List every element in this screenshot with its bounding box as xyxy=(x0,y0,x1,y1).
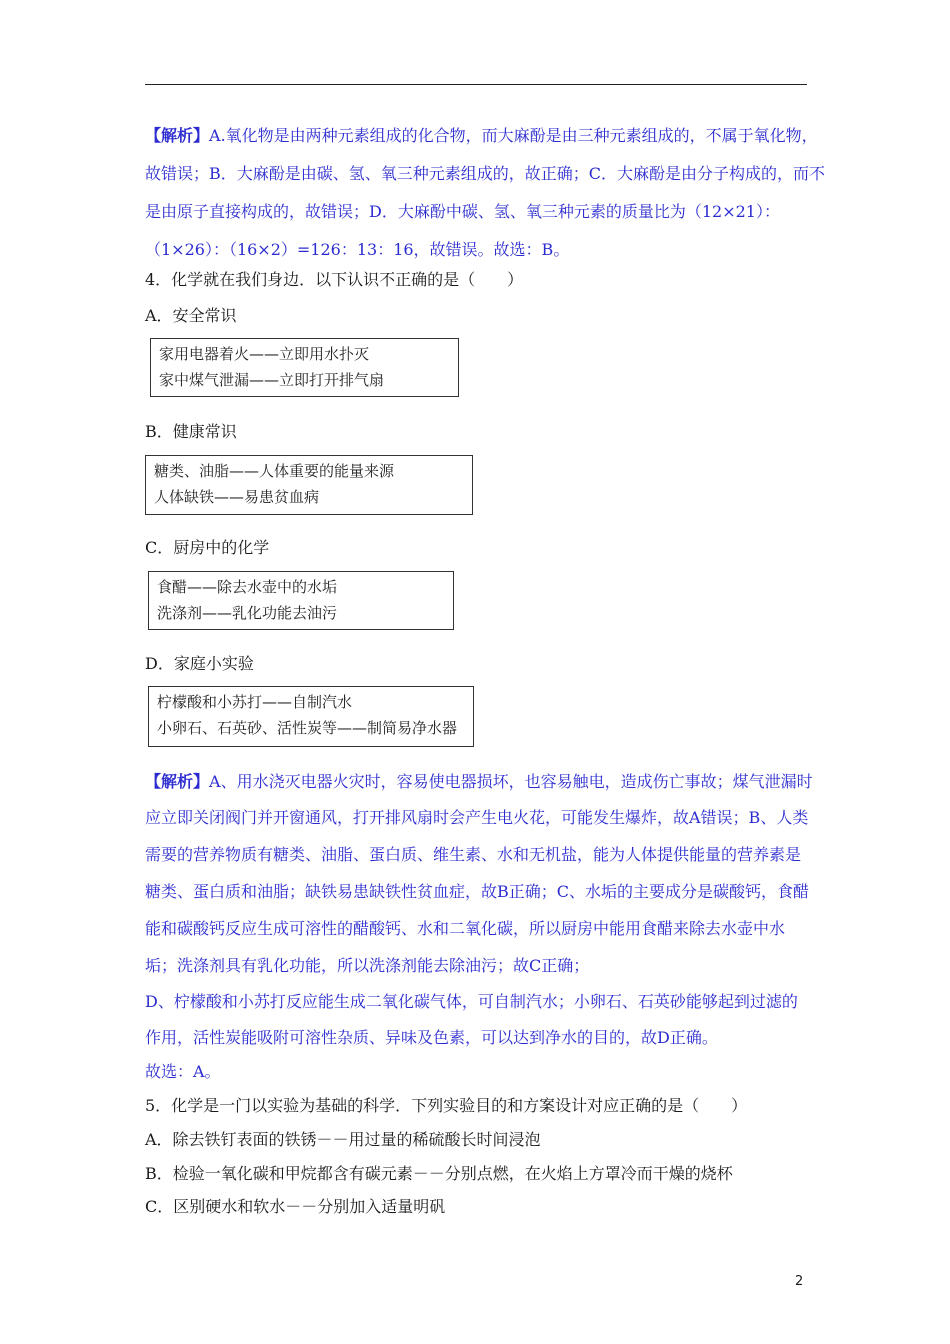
q4-option-a-box-line: 家中煤气泄漏——立即打开排气扇 xyxy=(159,371,385,389)
question-4-stem: 4．化学就在我们身边．以下认识不正确的是（ ） xyxy=(145,270,524,289)
explanation-1-line-3: 是由原子直接构成的，故错误；D．大麻酚中碳、氢、氧三种元素的质量比为（12×21）： xyxy=(145,202,780,221)
explanation-1-line-4: （1×26）：（16×2）=126：13：16，故错误。故选：B。 xyxy=(145,240,570,259)
explanation-2-answer: 故选：A。 xyxy=(145,1062,221,1081)
explanation-tag: 【解析】 xyxy=(145,772,210,791)
question-5-stem: 5．化学是一门以实验为基础的科学．下列实验目的和方案设计对应正确的是（ ） xyxy=(145,1096,748,1115)
explanation-2-line-6: 垢；洗涤剂具有乳化功能，所以洗涤剂能去除油污；故C正确； xyxy=(145,956,590,975)
q4-option-b-box-line: 人体缺铁——易患贫血病 xyxy=(154,488,320,506)
explanation-2-line-3: 需要的营养物质有糖类、油脂、蛋白质、维生素、水和无机盐，能为人体提供能量的营养素是 xyxy=(145,845,802,864)
explanation-tag: 【解析】 xyxy=(145,126,210,145)
explanation-2-line-7: D、柠檬酸和小苏打反应能生成二氧化碳气体，可自制汽水；小卵石、石英砂能够起到过滤的 xyxy=(145,992,798,1011)
q4-option-b-box-line: 糖类、油脂——人体重要的能量来源 xyxy=(154,462,395,480)
explanation-1-line-1: 【解析】A.氧化物是由两种元素组成的化合物，而大麻酚是由三种元素组成的，不属于氧化物， xyxy=(145,126,818,145)
q5-option-a: A．除去铁钉表面的铁锈－－用过量的稀硫酸长时间浸泡 xyxy=(145,1130,541,1149)
explanation-2-line-2: 应立即关闭阀门并开窗通风，打开排风扇时会产生电火花，可能发生爆炸，故A错误；B、人类 xyxy=(145,808,809,827)
q4-option-b-label: B．健康常识 xyxy=(145,422,237,441)
q4-option-d-box-line: 小卵石、石英砂、活性炭等——制简易净水器 xyxy=(157,719,458,737)
page-number: 2 xyxy=(795,1274,804,1289)
q4-option-c-label: C．厨房中的化学 xyxy=(145,538,270,557)
q4-option-c-box xyxy=(148,571,454,630)
q5-option-b: B．检验一氧化碳和甲烷都含有碳元素－－分别点燃，在火焰上方罩冷而干燥的烧杯 xyxy=(145,1164,733,1183)
explanation-2-line-5: 能和碳酸钙反应生成可溶性的醋酸钙、水和二氧化碳，所以厨房中能用食醋来除去水壶中水 xyxy=(145,919,786,938)
q4-option-b-box xyxy=(145,455,473,515)
explanation-2-line-8: 作用，活性炭能吸附可溶性杂质、异味及色素，可以达到净水的目的，故D正确。 xyxy=(145,1028,718,1047)
explanation-2-line-1: 【解析】A、用水浇灭电器火灾时，容易使电器损坏，也容易触电，造成伤亡事故；煤气泄漏时 xyxy=(145,772,813,791)
q4-option-a-box-line: 家用电器着火——立即用水扑灭 xyxy=(159,345,370,363)
q5-option-c: C．区别硬水和软水－－分别加入适量明矾 xyxy=(145,1197,446,1216)
header-rule xyxy=(145,84,807,85)
q4-option-d-label: D．家庭小实验 xyxy=(145,654,254,673)
explanation-2-line-4: 糖类、蛋白质和油脂；缺铁易患缺铁性贫血症，故B正确；C、水垢的主要成分是碳酸钙，食醋 xyxy=(145,882,810,901)
q4-option-d-box xyxy=(148,686,474,747)
q4-option-a-label: A．安全常识 xyxy=(145,306,237,325)
q4-option-c-box-line: 洗涤剂——乳化功能去油污 xyxy=(157,604,338,622)
q4-option-d-box-line: 柠檬酸和小苏打——自制汽水 xyxy=(157,693,353,711)
q4-option-c-box-line: 食醋——除去水壶中的水垢 xyxy=(157,578,338,596)
explanation-1-line-2: 故错误；B．大麻酚是由碳、氢、氧三种元素组成的，故正确；C．大麻酚是由分子构成的，而不 xyxy=(145,164,826,183)
q4-option-a-box xyxy=(150,338,459,397)
